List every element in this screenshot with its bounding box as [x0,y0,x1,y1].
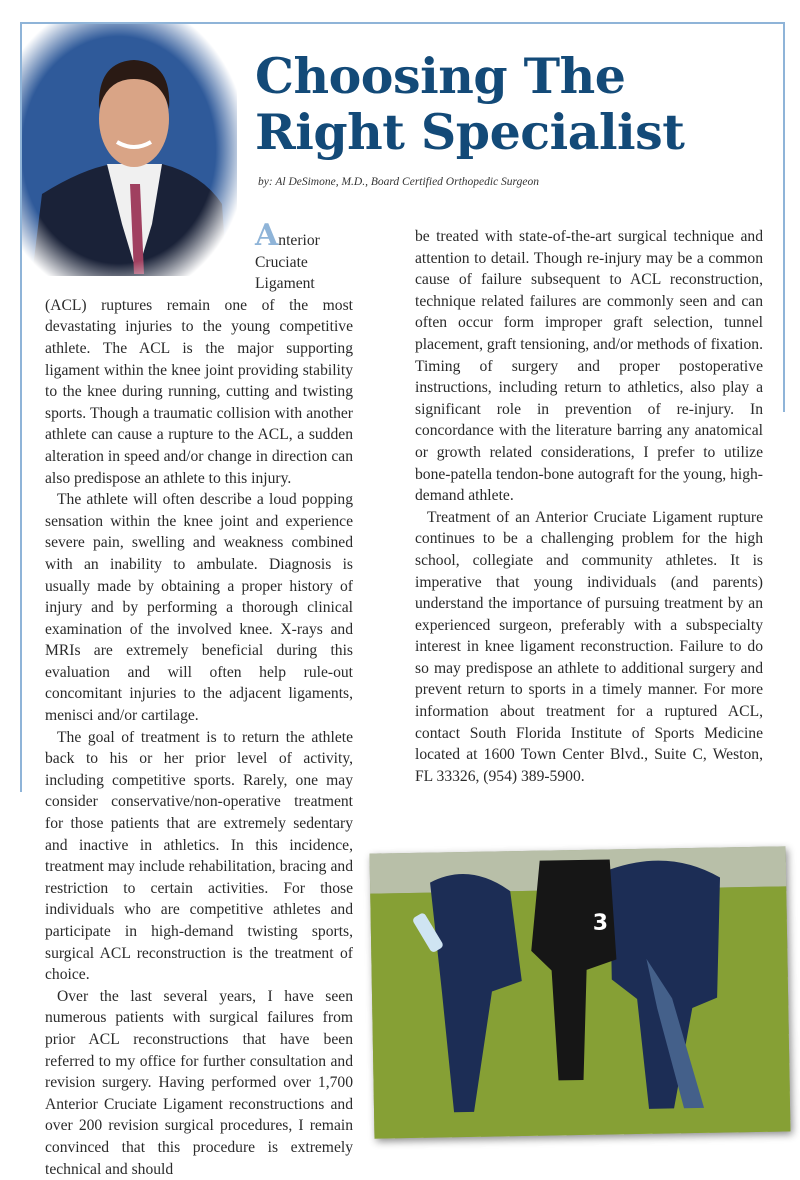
injured-athlete-photo [370,846,791,1138]
drop-cap: A [255,218,279,253]
title-line-2: Right Specialist [255,103,685,161]
frame-line-right [783,22,785,412]
paragraph-4: Over the last several years, I have seen numerous patients with surgical failures from prior ACL reconstructions that have been referred to my office for further consultation and revision surgery. Having performed over 1,700 Anterior Cruciate Ligament reconstructions and over 200 revision surgical procedures, I remain convinced that this procedure is extremely technical and should [45,987,353,1178]
left-column [45,218,385,1180]
paragraph-1: Anterior Cruciate Ligament (ACL) ruptures remain one of the most devastating injuries to the young competitive athlete. The ACL is the major supporting ligament within the knee joint providing stability to the knee during running, cutting and twisting sports. Though a traumatic collision with another athlete can cause a rupture to the ACL, a sudden alteration in speed and/or change in direction can also predispose an athlete to this injury. [45,218,353,487]
article-title [255,48,684,160]
paragraph-6: Treatment of an Anterior Cruciate Ligament rupture continues to be a challenging problem for the high school, collegiate and community athletes. It is imperative that young individuals (and parents) understand the importance of pursuing treatment by an experienced surgeon, preferably with a subspecialty interest in knee ligament reconstruction. Failure to do so may predispose an athlete to additional surgery and prevent return to sports in a timely manner. For more information about treatment for a ruptured ACL, contact South Florida Institute of Sports Medicine located at 1600 Town Center Blvd., Suite C, Weston, FL 33326, (954) 389-5900. [415,508,763,785]
paragraph-3: The goal of treatment is to return the athlete back to his or her prior level of activity, including competitive sports. Rarely, one may consider conservative/non-operative treatment for those patients that are extremely sedentary and inactive in athletics. In this incidence, treatment may include rehabilitation, bracing and restriction to certain activities. For those individuals who are competitive athletes and participate in high-demand twisting sports, surgical ACL reconstruction is the treatment of choice. [45,728,353,984]
jersey-number: 3 [592,910,609,936]
byline: by: Al DeSimone, M.D., Board Certified Orthopedic Surgeon [258,176,539,188]
paragraph-2: The athlete will often describe a loud popping sensation within the knee joint and experience severe pain, swelling and weakness combined with an inability to ambulate. Diagnosis is usually made by obtaining a proper history of injury and by performing a thorough clinical examination of the involved knee. X-rays and MRIs are extremely beneficial during this evaluation and will often help rule-out concomitant injuries to the adjacent ligaments, menisci and/or cartilage. [45,491,353,725]
right-column [415,226,763,787]
paragraph-5: be treated with state-of-the-art surgical technique and attention to detail. Though re-injury may be a common cause of failure subsequent to ACL reconstruction, technique related failures are commonly seen and can often occur form improper graft selection, tunnel placement, graft tensioning, and/or methods of fixation. Timing of surgery and proper postoperative instructions, including return to athletics, also play a significant role in prevention of re-injury. In concordance with the literature barring any anatomical or growth related considerations, I prefer to utilize bone-patella tendon-bone autograft for the young, high-demand athlete. [415,228,763,505]
title-line-1: Choosing The [255,47,626,105]
